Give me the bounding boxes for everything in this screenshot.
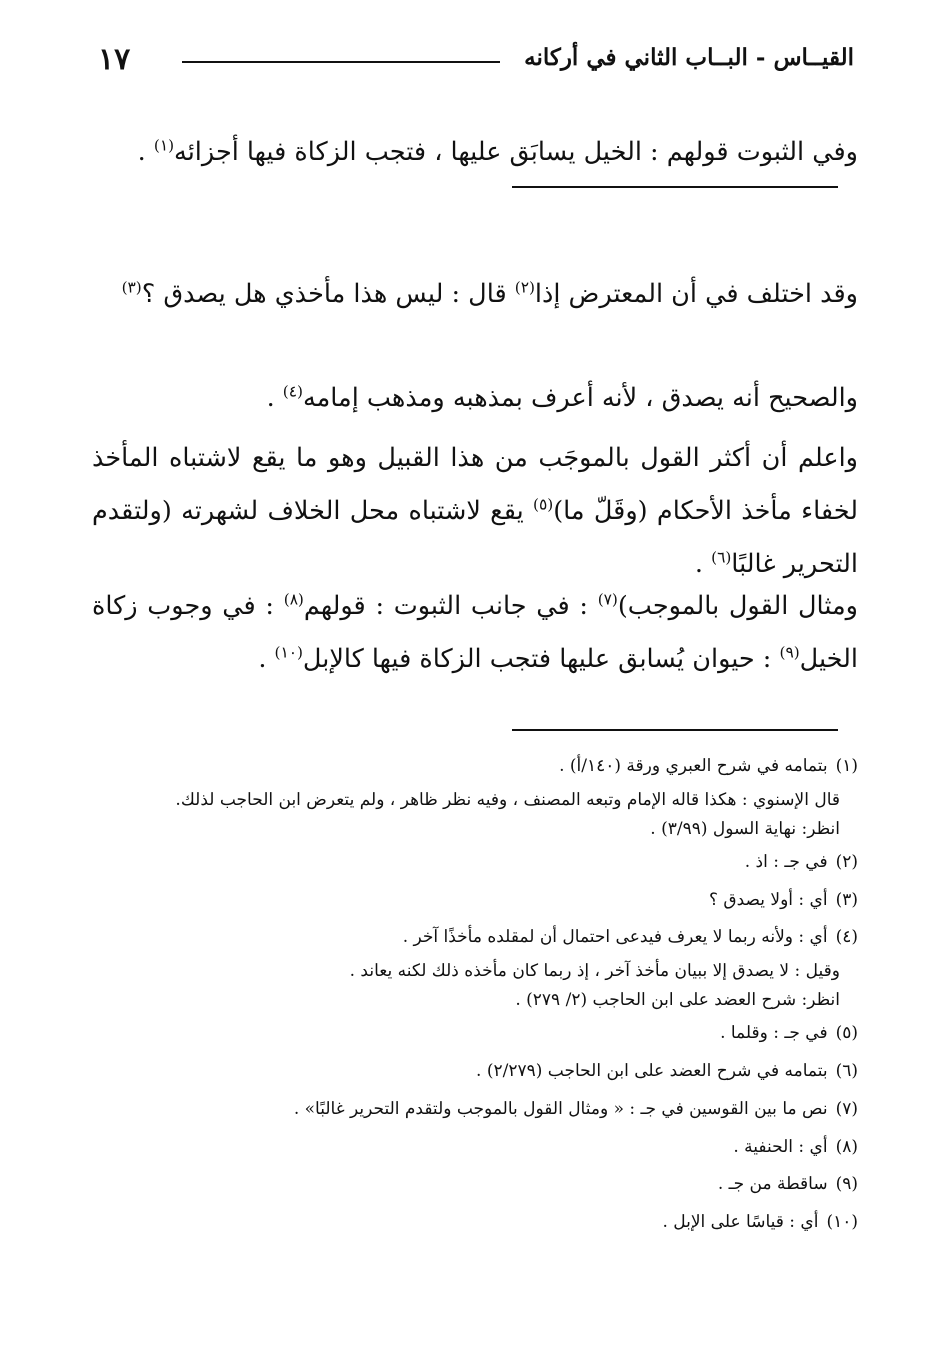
footnote-4: (٤)أي : ولأنه ربما لا يعرف فيدعى احتمال أن لمقلده مأخذًا آخر . وقيل : لا يصدق إلا ببيان مأخذ آخر ، إذ ربما كان مأخذه ذلك لكنه يعاند . انظر: شرح العضد على ابن الحاجب (٢/ ٢٧٩) . [349,927,858,1011]
footnote-10: (١٠)أي : قياسًا على الإبل . [662,1212,858,1233]
running-header [90,42,854,82]
footnote-ref: (٢) [514,278,535,297]
footnote-8: (٨)أي : الحنفية . [733,1136,858,1157]
footnote-ref: (٧) [597,590,618,609]
footnotes [92,748,858,1242]
footnote-ref: (٥) [533,495,554,514]
page-number: ١٧ [98,42,131,77]
body-paragraph-4: واعلم أن أكثر القول بالموجَب من هذا القبيل وهو ما يقع لاشتباه المأخذ لخفاء مأخذ الأحكام (وقَلّ ما)$^{(٥)}$ يقع لاشتباه محل الخلاف لشهرته (ولتقدم التحرير غالبًا$^{(٦)}$ . [92,443,859,579]
body-paragraph-1: وفي الثبوت قولهم : الخيل يسابَق عليها ، فتجب الزكاة فيها أجزائه$^{(١)}$ . [137,136,858,167]
footnote-ref: (٤) [282,382,303,401]
footnote-ref: (٦) [711,548,732,567]
body-paragraph-3: والصحيح أنه يصدق ، لأنه أعرف بمذهبه ومذهب إمامه$^{(٤)}$ . [266,382,858,413]
footnote-separator [512,729,838,731]
running-title: القيــاس - البــاب الثاني في أركانه [524,44,854,71]
emphasis-underline [512,186,838,188]
footnote-5: (٥)في جـ : وقلما . [720,1023,858,1044]
header-rule [182,61,500,63]
footnote-ref: (١) [153,136,175,155]
footnote-9: (٩)ساقطة من جـ . [717,1174,858,1195]
footnote-ref: (٣) [121,278,142,297]
body-paragraph-2: وقد اختلف في أن المعترض إذا$^{(٢)}$ قال : ليس هذا مأخذي هل يصدق ؟$^{(٣)}$ [121,278,858,309]
footnote-2: (٢)في جـ : اذ . [744,851,858,872]
footnote-6: (٦)بتمامه في شرح العضد على ابن الحاجب (٢/٢٧٩) . [476,1060,858,1081]
footnote-ref: (٨) [283,590,304,609]
footnote-ref: (٩) [779,643,800,662]
body-paragraph-5: ومثال القول بالموجب)$^{(٧)}$ : في جانب الثبوت : قولهم$^{(٨)}$ : في وجوب زكاة الخيل$^{(٩)}$ : حيوان يُسابق عليها فتجب الزكاة فيها كالإبل$^{(١٠)}$ . [92,590,858,674]
footnote-1: (١)بتمامه في شرح العبري ورقة (١٤٠/أ) . قال الإسنوي : هكذا قاله الإمام وتبعه المصنف ، وفيه نظر ظاهر ، ولم يتعرض ابن الحاجب لذلك. انظر: نهاية السول (٣/٩٩) . [175,756,858,839]
footnote-7: (٧)نص ما بين القوسين في جـ : « ومثال القول بالموجب ولتقدم التحرير غالبًا» . [293,1098,858,1119]
footnote-ref: (١٠) [274,643,303,662]
footnote-3: (٣)أي : أولا يصدق ؟ [708,889,858,910]
